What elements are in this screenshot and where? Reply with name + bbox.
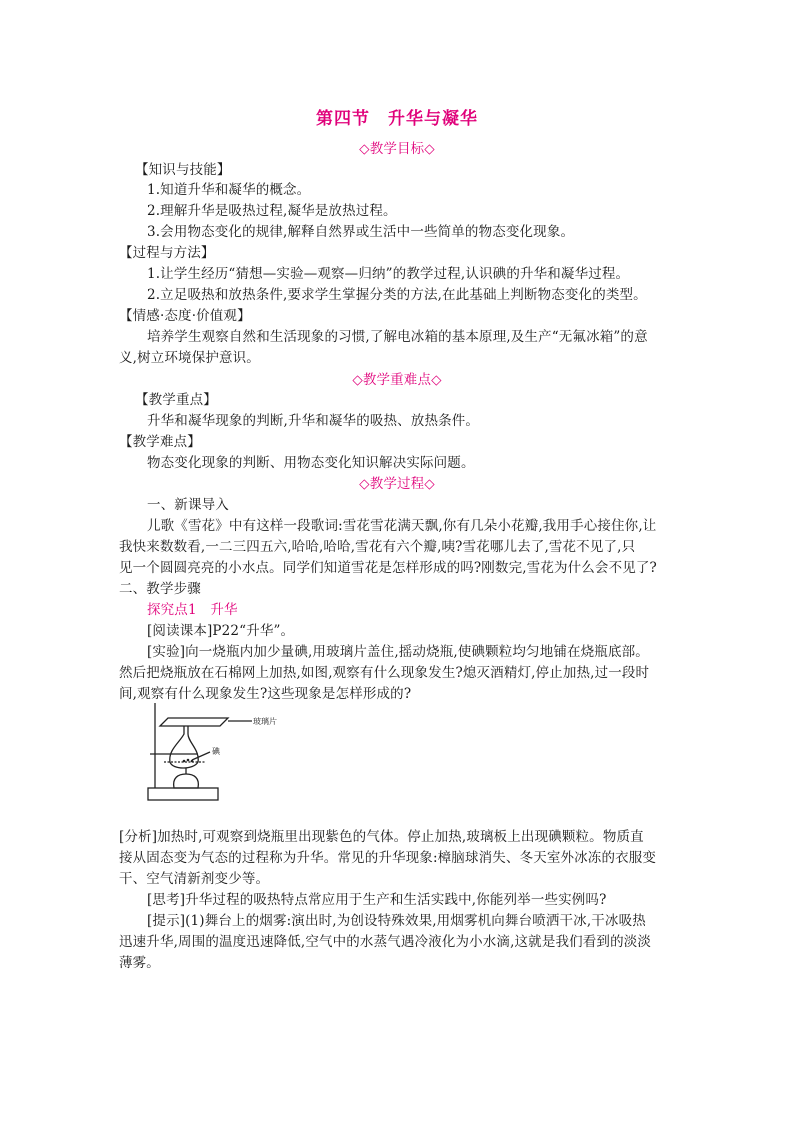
text-line: 见一个圆圆亮亮的小水点。同学们知道雪花是怎样形成的吗?刚数完,雪花为什么会不见了? bbox=[119, 560, 657, 576]
stand-base bbox=[148, 788, 218, 800]
alcohol-lamp bbox=[174, 774, 199, 788]
section-heading-keypoints: ◇教学重难点◇ bbox=[352, 372, 442, 388]
text-line: 然后把烧瓶放在石棉网上加热,如图,观察有什么现象发生?熄灭酒精灯,停止加热,过一段时 bbox=[119, 665, 650, 681]
text-line: 1.让学生经历“猜想—实验—观察—归纳”的教学过程,认识碘的升华和凝华过程。 bbox=[147, 266, 630, 282]
text-line: [实验]向一烧瓶内加少量碘,用玻璃片盖住,摇动烧瓶,使碘颗粒均匀地铺在烧瓶底部。 bbox=[147, 644, 649, 660]
text-line: 1.知道升华和凝华的概念。 bbox=[147, 182, 311, 198]
leader-line-iodine bbox=[192, 752, 210, 760]
subheading-key-point: 【教学重点】 bbox=[135, 392, 217, 408]
text-line: [提示](1)舞台上的烟雾:演出时,为创设特殊效果,用烟雾机向舞台喷洒干冰,干冰吸热 bbox=[147, 913, 646, 929]
text-line: 儿歌《雪花》中有这样一段歌词:雪花雪花满天飘,你有几朵小花瓣,我用手心接住你,让 bbox=[147, 518, 657, 534]
subheading-process-method: 【过程与方法】 bbox=[119, 245, 215, 261]
iodine-experiment-figure bbox=[140, 700, 300, 808]
text-line: [分析]加热时,可观察到烧瓶里出现紫色的气体。停止加热,玻璃板上出现碘颗粒。物质直 bbox=[119, 829, 644, 845]
explore-point-heading: 探究点1 升华 bbox=[147, 602, 238, 618]
text-line: 迅速升华,周围的温度迅速降低,空气中的水蒸气遇冷液化为小水滴,这就是我们看到的淡淡 bbox=[119, 934, 652, 950]
label-iodine: 碘 bbox=[212, 747, 220, 756]
text-line: 薄雾。 bbox=[119, 955, 160, 971]
section-heading-objectives: ◇教学目标◇ bbox=[359, 141, 435, 157]
text-line: 义,树立环境保护意识。 bbox=[119, 350, 260, 366]
text-line: 升华和凝华现象的判断,升华和凝华的吸热、放热条件。 bbox=[147, 413, 480, 429]
text-line: 2.立足吸热和放热条件,要求学生掌握分类的方法,在此基础上判断物态变化的类型。 bbox=[147, 287, 647, 303]
text-line: 培养学生观察自然和生活现象的习惯,了解电冰箱的基本原理,及生产“无氟冰箱”的意 bbox=[147, 329, 648, 345]
section-heading-process: ◇教学过程◇ bbox=[359, 476, 435, 492]
text-line: [思考]升华过程的吸热特点常应用于生产和生活实践中,你能列举一些实例吗? bbox=[147, 892, 607, 908]
subheading-intro: 一、新课导入 bbox=[147, 497, 229, 513]
text-line: 我快来数数看,一二三四五六,哈哈,哈哈,雪花有六个瓣,咦?雪花哪儿去了,雪花不见了,只 bbox=[119, 539, 636, 555]
glass-plate bbox=[160, 718, 228, 726]
subheading-knowledge: 【知识与技能】 bbox=[135, 162, 231, 178]
text-line: 2.理解升华是吸热过程,凝华是放热过程。 bbox=[147, 203, 397, 219]
text-line: 干、空气清新剂变少等。 bbox=[119, 871, 270, 887]
text-line: 物态变化现象的判断、用物态变化知识解决实际问题。 bbox=[147, 455, 475, 471]
label-glass-plate: 玻璃片 bbox=[253, 717, 277, 726]
subheading-difficulty: 【教学难点】 bbox=[119, 434, 201, 450]
subheading-values: 【情感·态度·价值观】 bbox=[119, 308, 251, 324]
text-line: 间,观察有什么现象发生?这些现象是怎样形成的? bbox=[119, 686, 412, 702]
page-title: 第四节 升华与凝华 bbox=[316, 109, 478, 129]
text-line: 3.会用物态变化的规律,解释自然界或生活中一些简单的物态变化现象。 bbox=[147, 224, 575, 240]
text-line: 接从固态变为气态的过程称为升华。常见的升华现象:樟脑球消失、冬天室外冰冻的衣服变 bbox=[119, 850, 657, 866]
subheading-steps: 二、教学步骤 bbox=[119, 581, 201, 597]
text-line: [阅读课本]P22“升华”。 bbox=[147, 623, 295, 639]
